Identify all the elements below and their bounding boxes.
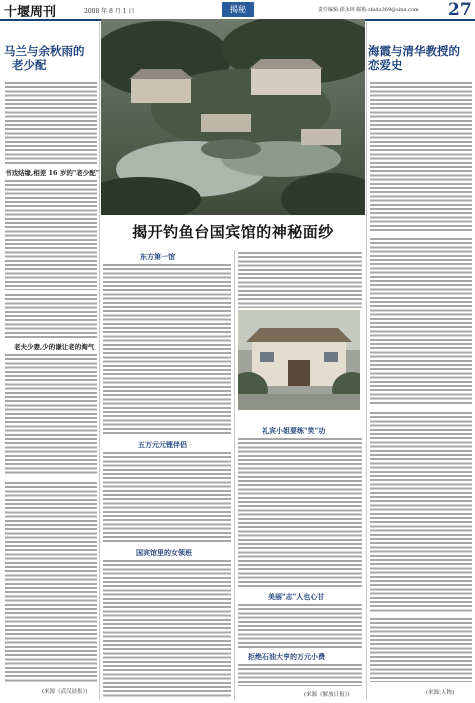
center-body-text-1 xyxy=(103,264,231,434)
right-title-line2: 恋爱史 xyxy=(368,58,403,72)
center-credit: (来源《解放日报》) xyxy=(304,692,350,698)
small-photo xyxy=(238,310,360,410)
section-tianxi: 五万元元锂伴侣 xyxy=(138,440,187,449)
center-body-text-6 xyxy=(238,604,362,648)
section-liyang: 礼宾小姐要练"笑"功 xyxy=(262,426,326,435)
page-number: 27 xyxy=(448,0,472,20)
section-guobin: 国宾馆里的女领班 xyxy=(136,548,192,557)
left-title-line2: 老少配 xyxy=(12,58,47,72)
left-subhead-1: 书戏结缘,相差 16 岁的"老少配" xyxy=(5,169,100,177)
aerial-photo-guesthouse xyxy=(101,19,365,215)
left-credit: (来源《武汉晨报》) xyxy=(42,689,88,695)
center-body-text-4 xyxy=(238,252,362,308)
right-title-line1: 海霞与清华教授的 xyxy=(368,44,460,58)
left-body-text-2 xyxy=(5,180,97,290)
right-credit: (来源:人物) xyxy=(426,690,455,696)
right-body-text-1 xyxy=(370,82,472,232)
center-body-text-3 xyxy=(103,560,231,698)
section-east-first: 东方第一馆 xyxy=(140,252,175,261)
issue-date: 2008 年 8 月 1 日 xyxy=(84,8,135,15)
left-article-title xyxy=(4,44,98,72)
guesthouse-building-photo xyxy=(238,310,360,410)
left-title-line1: 马兰与余秋雨的 xyxy=(4,44,85,58)
section-meili: 美丽"志"人也心甘 xyxy=(268,592,325,601)
right-body-text-4 xyxy=(370,618,472,682)
center-body-text-7 xyxy=(238,664,362,686)
center-body-text-2 xyxy=(103,452,231,544)
right-article-title xyxy=(368,44,472,72)
left-body-text-3 xyxy=(5,294,97,338)
left-body-text-5 xyxy=(5,482,97,682)
left-body-text-4 xyxy=(5,354,97,476)
section-tab: 揭秘 xyxy=(222,2,254,17)
center-body-text-5 xyxy=(238,438,362,588)
section-juejue: 拒绝石油大亨的万元小费 xyxy=(248,652,325,661)
masthead: 十堰周刊 xyxy=(4,5,57,20)
center-column-divider xyxy=(234,250,235,700)
editor-info: 责任编辑:徐永林 邮箱:zhida369@sina.com xyxy=(318,7,419,13)
left-subhead-2: 老夫少妻,少的谦让老的淘气 xyxy=(14,343,95,351)
left-body-text-1 xyxy=(5,82,97,164)
column-divider-right xyxy=(366,22,367,700)
column-divider-left xyxy=(99,22,100,700)
main-photo xyxy=(101,19,365,215)
right-body-text-3 xyxy=(370,412,472,612)
main-article-title: 揭开钓鱼台国宾馆的神秘面纱 xyxy=(132,223,334,241)
right-body-text-2 xyxy=(370,238,472,406)
